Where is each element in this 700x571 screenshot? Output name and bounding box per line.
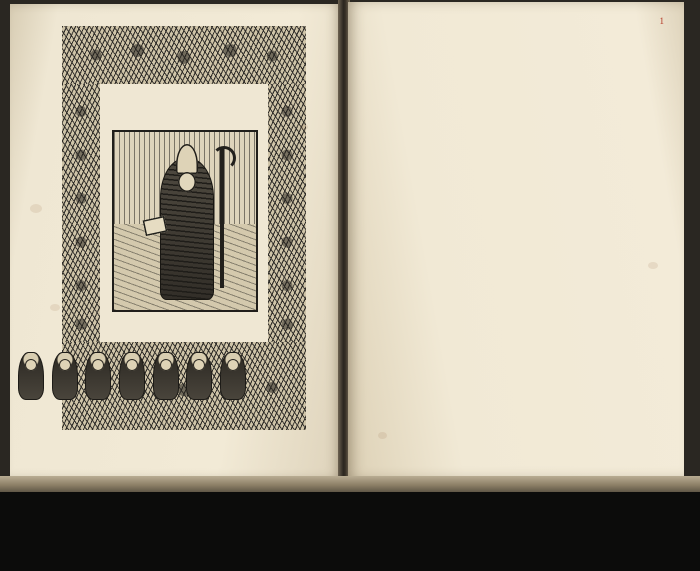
- foxing-spot: [30, 204, 42, 213]
- foxing-spot: [378, 432, 387, 439]
- putto-figure: [186, 352, 212, 400]
- putto-figure: [220, 352, 246, 400]
- woodcut-face: [178, 172, 196, 192]
- putto-figure: [85, 352, 111, 400]
- putto-figure: [52, 352, 78, 400]
- saint-augustine-bishop-woodcut: [114, 132, 256, 310]
- putto-figure: [18, 352, 44, 400]
- border-band-right: [268, 84, 306, 342]
- folio-number: 1: [659, 16, 664, 26]
- putto-figure: [153, 352, 179, 400]
- right-page-recto: [348, 2, 684, 478]
- putto-figure: [119, 352, 145, 400]
- foxing-spot: [648, 262, 658, 269]
- foxing-spot: [50, 304, 60, 311]
- left-page-verso: [10, 4, 340, 478]
- table-surface: [0, 492, 700, 571]
- border-band-left: [62, 84, 100, 342]
- putti-frieze: [18, 334, 246, 400]
- crozier-icon: [220, 148, 224, 288]
- border-band-top: [62, 26, 306, 84]
